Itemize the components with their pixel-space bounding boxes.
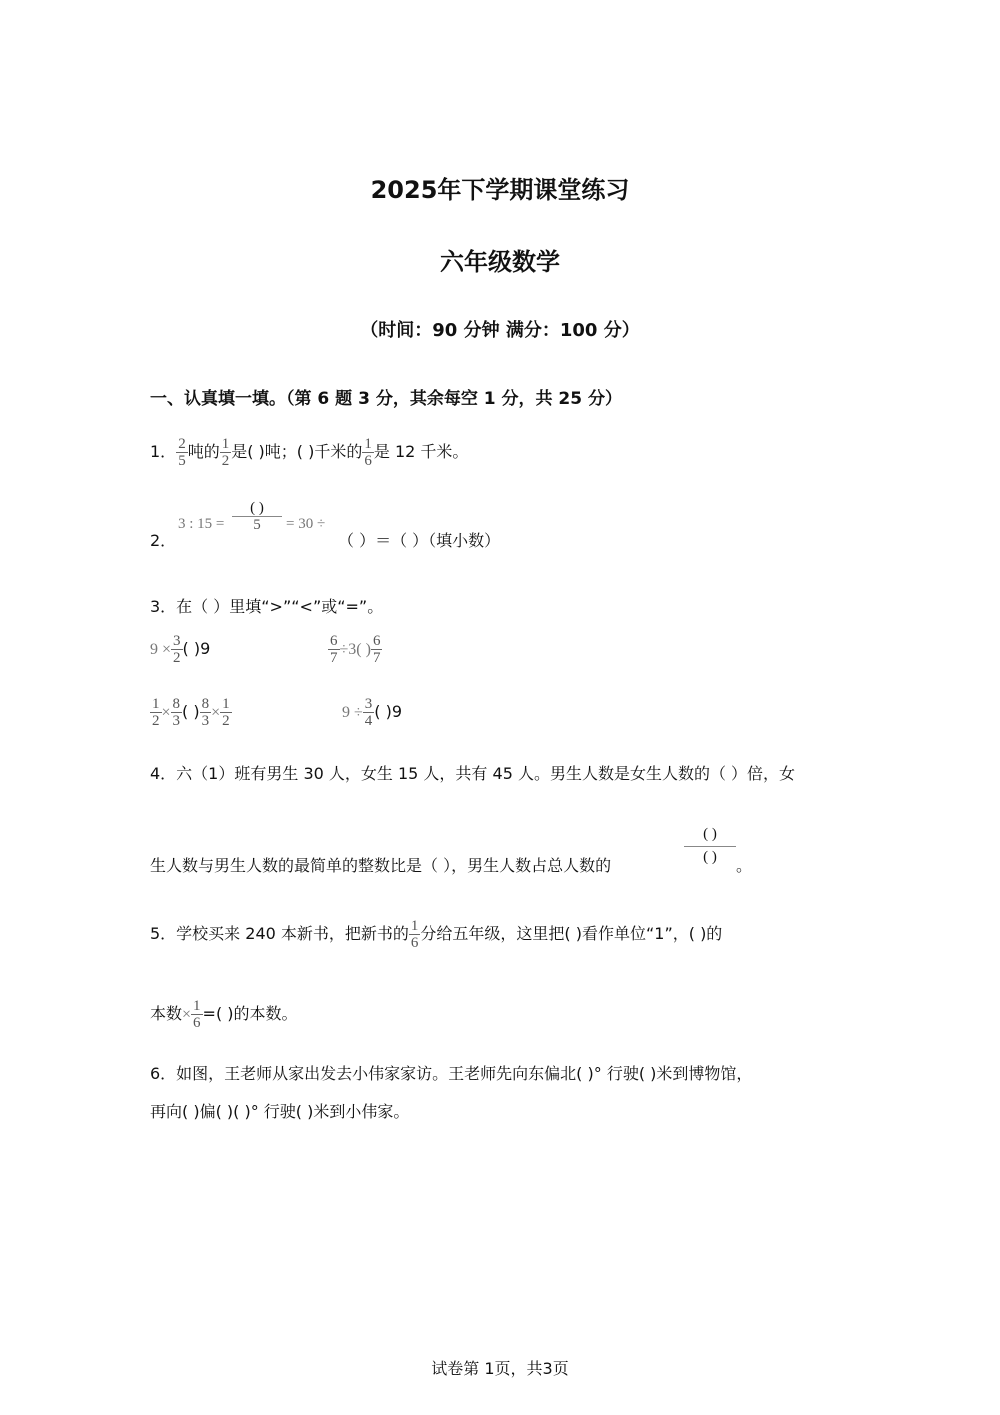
question-4-line-1: 4．六（1）班有男生 30 人，女生 15 人，共有 45 人。男生人数是女生人数的（ ）倍，女 (150, 764, 796, 783)
question-6-line-2: 再向( )偏( )( )° 行驶( )米到小伟家。 (150, 1102, 410, 1121)
question-number: 2． (150, 531, 177, 550)
fraction: ( ) 5 (232, 500, 282, 533)
exam-meta: （时间：90 分钟 满分：100 分） (360, 320, 640, 341)
question-text: （ ）＝（ ）（填小数） (338, 531, 501, 550)
question-text: 是( )吨；( )千米的 (231, 442, 363, 461)
question-number: 1． (150, 442, 177, 461)
page-footer: 试卷第 1页，共3页 (431, 1359, 569, 1378)
compare-item-b: $\frac{6}{7}$ ÷3( ) $\frac{6}{7}$ (330, 633, 381, 666)
ratio-expression: 3 : 15 = (178, 516, 225, 532)
question-text: 。 (736, 856, 753, 875)
question-3: 3．在（ ）里填“>”“<”或“=”。 (150, 597, 384, 616)
section-heading: 一、认真填一填。（第 6 题 3 分，其余每空 1 分，共 25 分） (150, 389, 622, 409)
compare-item-a: 9 × $\frac{3}{2}$ ( )9 (150, 633, 211, 666)
question-text: 是 12 千米。 (373, 442, 469, 461)
compare-item-d: 9 ÷ $\frac{3}{4}$ ( )9 (342, 696, 403, 729)
question-5-line-1: 5．学校买来 240 本新书，把新书的 $\frac{1}{6}$ 分给五年级，这里把( )看作单位“1”，( )的 (150, 918, 723, 951)
exam-title: 2025年下学期课堂练习 (370, 176, 630, 204)
fraction: ( ) ( ) (684, 826, 736, 865)
ratio-expression: = 30 ÷ (286, 516, 326, 532)
question-text: 吨的 (187, 442, 220, 461)
fraction: $\frac{1}{6}$ (364, 436, 372, 469)
fraction: $\frac{2}{5}$ (178, 436, 186, 469)
question-5-line-2: 本数× $\frac{1}{6}$ =( )的本数。 (150, 998, 298, 1031)
question-6-line-1: 6．如图，王老师从家出发去小伟家家访。王老师先向东偏北( )° 行驶( )米到博物馆， (150, 1064, 753, 1083)
question-1 (150, 436, 468, 469)
exam-subtitle: 六年级数学 (440, 248, 560, 276)
compare-item-c: $\frac{1}{2}$ × $\frac{8}{3}$ ( ) $\frac{8}{3}$ × $\frac{1}{2}$ (152, 696, 230, 729)
fraction: $\frac{1}{2}$ (221, 436, 230, 469)
question-4-line-2: 生人数与男生人数的最简单的整数比是（ ），男生人数占总人数的 (150, 856, 612, 875)
